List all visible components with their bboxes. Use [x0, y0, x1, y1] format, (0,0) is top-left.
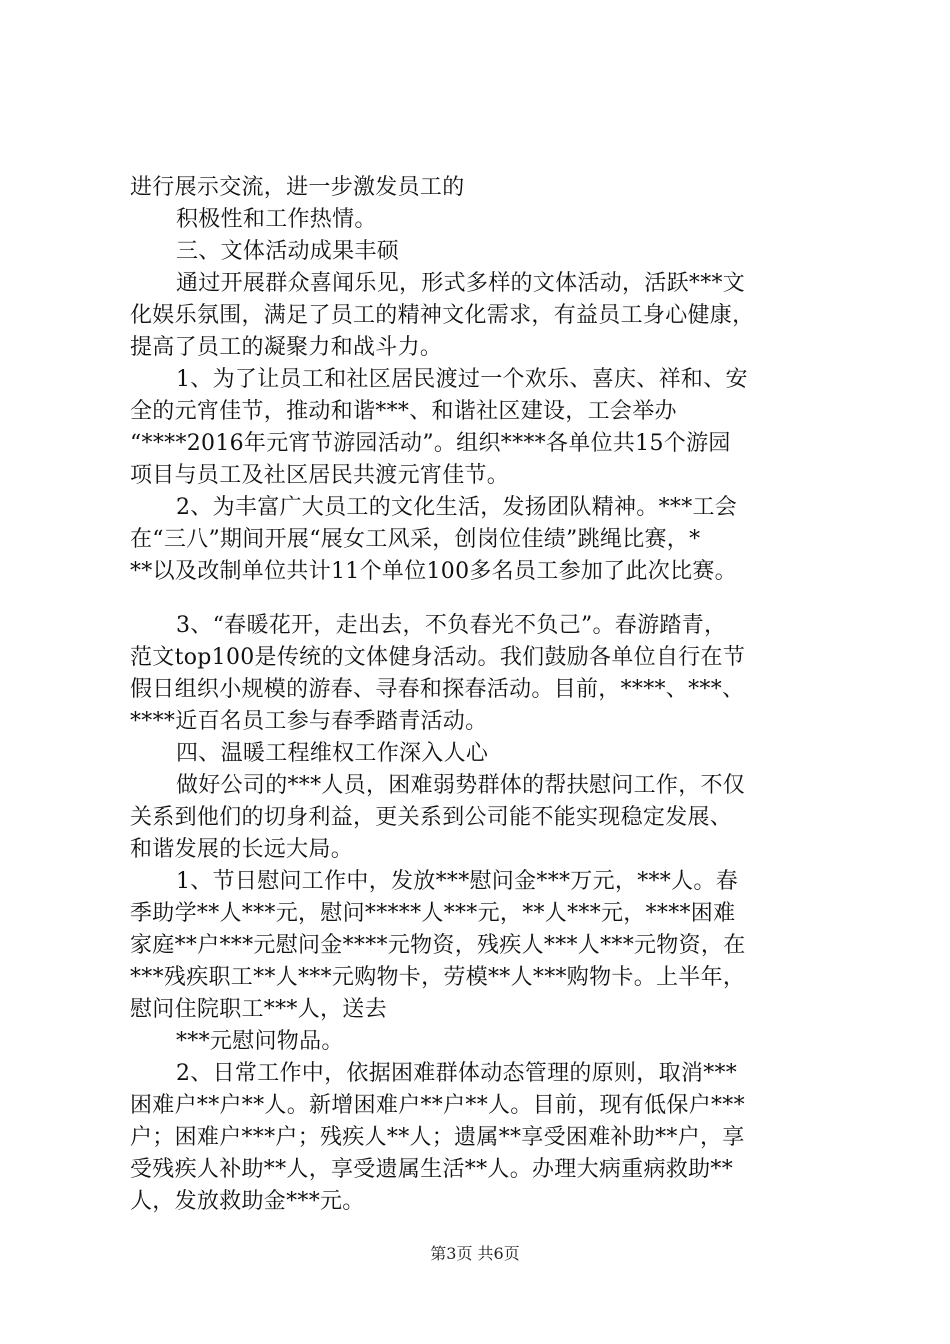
paragraph-line: 做好公司的***人员，困难弱势群体的帮扶慰问工作，不仅 — [176, 773, 746, 798]
paragraph-line: **以及改制单位共计11个单位100多名员工参加了此次比赛。 — [130, 559, 737, 584]
paragraph-line: 积极性和工作热情。 — [176, 207, 377, 232]
paragraph-line: 家庭**户***元慰问金****元物资，残疾人***人***元物资，在 — [130, 933, 746, 958]
paragraph-line: ***残疾职工**人***元购物卡，劳模**人***购物卡。上半年， — [130, 965, 746, 990]
section-heading: 四、温暖工程维权工作深入人心 — [176, 741, 489, 766]
paragraph-line: 户；困难户***户；残疾人**人；遗属**享受困难补助**户，享 — [130, 1125, 745, 1150]
paragraph-line: 提高了员工的凝聚力和战斗力。 — [130, 335, 443, 360]
paragraph-gap — [130, 588, 830, 610]
paragraph-line: 2、日常工作中，依据困难群体动态管理的原则，取消*** — [176, 1061, 738, 1086]
paragraph-line: 进行展示交流，进一步激发员工的 — [130, 175, 465, 200]
paragraph-line: 慰问住院职工***人，送去 — [130, 997, 387, 1022]
paragraph-line: 2、为丰富广大员工的文化生活，发扬团队精神。***工会 — [176, 495, 738, 520]
paragraph-line: ****近百名员工参与春季踏青活动。 — [130, 709, 488, 734]
document-body — [130, 172, 830, 1218]
paragraph-line: 3、“春暖花开，走出去，不负春光不负己”。春游踏青， — [176, 613, 727, 638]
paragraph-line: 化娱乐氛围，满足了员工的精神文化需求，有益员工身心健康， — [130, 303, 755, 328]
paragraph-line: 项目与员工及社区居民共渡元宵佳节。 — [130, 463, 510, 488]
paragraph-line: 人，发放救助金***元。 — [130, 1189, 365, 1214]
page-footer — [0, 1244, 950, 1264]
paragraph-line: 和谐发展的长远大局。 — [130, 837, 354, 862]
paragraph-line: 受残疾人补助**人，享受遗属生活**人。办理大病重病救助** — [130, 1157, 734, 1182]
paragraph-line: 季助学**人***元，慰问*****人***元，**人***元，****困难 — [130, 901, 736, 926]
paragraph-line: 1、节日慰问工作中，发放***慰问金***万元，***人。春 — [176, 869, 738, 894]
paragraph-line: 全的元宵佳节，推动和谐***、和谐社区建设，工会举办 — [130, 399, 677, 424]
paragraph-line: 困难户**户**人。新增困难户**户**人。目前，现有低保户*** — [130, 1093, 745, 1118]
paragraph-line: 关系到他们的切身利益，更关系到公司能不能实现稳定发展、 — [130, 805, 733, 830]
paragraph-line: 通过开展群众喜闻乐见，形式多样的文体活动，活跃***文 — [176, 271, 746, 296]
paragraph-line: 假日组织小规模的游春、寻春和探春活动。目前，****、***、 — [130, 677, 745, 702]
paragraph-line: “****2016年元宵节游园活动”。组织****各单位共15个游园 — [130, 431, 731, 456]
paragraph-line: ***元慰问物品。 — [176, 1029, 344, 1054]
section-heading: 三、文体活动成果丰硕 — [176, 239, 400, 264]
page-number: 第3页 共6页 — [430, 1244, 520, 1263]
paragraph-line: 在“三八”期间开展“展女工风采，创岗位佳绩”跳绳比赛，* — [130, 527, 701, 552]
paragraph-line: 1、为了让员工和社区居民渡过一个欢乐、喜庆、祥和、安 — [176, 367, 748, 392]
paragraph-line: 范文top100是传统的文体健身活动。我们鼓励各单位自行在节 — [130, 645, 746, 670]
